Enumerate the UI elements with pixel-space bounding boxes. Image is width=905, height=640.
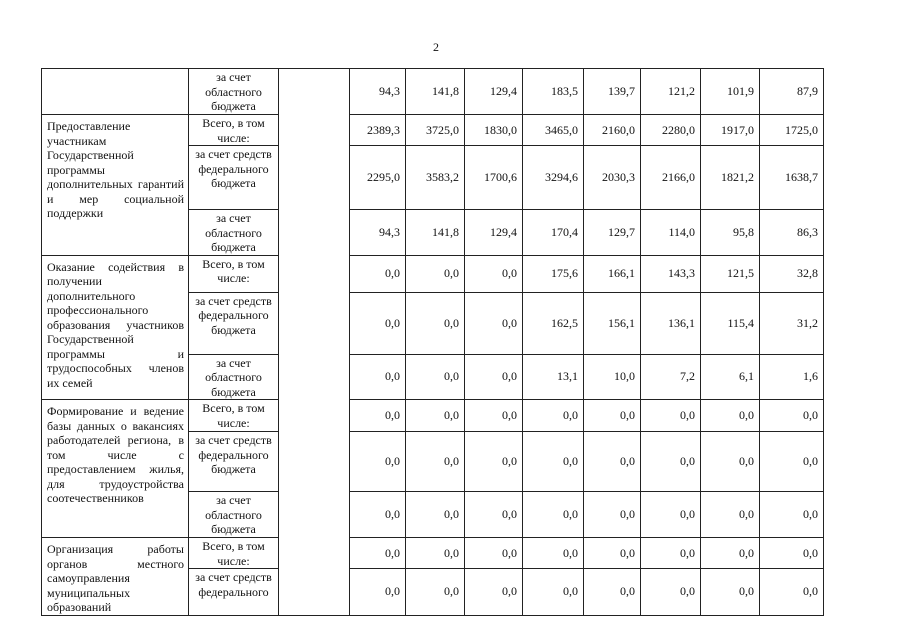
value-cell: 0,0 bbox=[406, 400, 465, 432]
value-cell: 3725,0 bbox=[406, 115, 465, 146]
value-cell: 0,0 bbox=[641, 400, 701, 432]
value-cell: 0,0 bbox=[701, 400, 760, 432]
value-cell: 0,0 bbox=[584, 400, 641, 432]
value-cell: 0,0 bbox=[406, 432, 465, 492]
value-cell: 1821,2 bbox=[701, 146, 760, 210]
value-cell: 139,7 bbox=[584, 69, 641, 115]
value-cell: 129,4 bbox=[465, 210, 523, 256]
value-cell: 0,0 bbox=[641, 432, 701, 492]
measure-name-cell bbox=[42, 69, 189, 115]
value-cell: 0,0 bbox=[465, 432, 523, 492]
value-cell: 0,0 bbox=[465, 492, 523, 538]
value-cell: 0,0 bbox=[701, 538, 760, 569]
value-cell: 31,2 bbox=[760, 292, 824, 354]
value-cell: 1,6 bbox=[760, 354, 824, 400]
measure-name-cell: Формирование и ведение базы данных о вакансиях работодателей региона, в том числе с предоставлением жилья, для трудоустройства соотечественников bbox=[42, 400, 189, 538]
value-cell: 156,1 bbox=[584, 292, 641, 354]
funding-source-cell: Всего, в том числе: bbox=[189, 255, 279, 292]
value-cell: 0,0 bbox=[465, 292, 523, 354]
value-cell: 0,0 bbox=[584, 432, 641, 492]
value-cell: 141,8 bbox=[406, 69, 465, 115]
value-cell: 3294,6 bbox=[523, 146, 584, 210]
value-cell: 0,0 bbox=[465, 538, 523, 569]
value-cell: 0,0 bbox=[350, 492, 406, 538]
value-cell: 129,4 bbox=[465, 69, 523, 115]
value-cell: 0,0 bbox=[523, 400, 584, 432]
value-cell: 162,5 bbox=[523, 292, 584, 354]
table-row bbox=[42, 538, 824, 569]
value-cell: 0,0 bbox=[701, 492, 760, 538]
value-cell: 0,0 bbox=[760, 432, 824, 492]
value-cell: 0,0 bbox=[465, 400, 523, 432]
value-cell: 0,0 bbox=[701, 432, 760, 492]
value-cell: 0,0 bbox=[523, 432, 584, 492]
value-cell: 129,7 bbox=[584, 210, 641, 256]
value-cell: 0,0 bbox=[641, 492, 701, 538]
value-cell: 0,0 bbox=[760, 400, 824, 432]
value-cell: 87,9 bbox=[760, 69, 824, 115]
value-cell: 121,2 bbox=[641, 69, 701, 115]
value-cell: 1917,0 bbox=[701, 115, 760, 146]
value-cell: 94,3 bbox=[350, 210, 406, 256]
funding-source-cell: за счет средств федерального бюджета bbox=[189, 432, 279, 492]
value-cell: 0,0 bbox=[465, 354, 523, 400]
value-cell: 0,0 bbox=[406, 492, 465, 538]
value-cell: 94,3 bbox=[350, 69, 406, 115]
value-cell: 32,8 bbox=[760, 255, 824, 292]
value-cell: 0,0 bbox=[523, 492, 584, 538]
value-cell: 115,4 bbox=[701, 292, 760, 354]
value-cell: 114,0 bbox=[641, 210, 701, 256]
value-cell: 143,3 bbox=[641, 255, 701, 292]
funding-source-cell: за счет средств федерального бюджета bbox=[189, 292, 279, 354]
value-cell: 0,0 bbox=[350, 354, 406, 400]
value-cell: 0,0 bbox=[523, 538, 584, 569]
value-cell: 0,0 bbox=[406, 255, 465, 292]
value-cell: 2280,0 bbox=[641, 115, 701, 146]
value-cell: 6,1 bbox=[701, 354, 760, 400]
value-cell: 2389,3 bbox=[350, 115, 406, 146]
funding-source-cell: за счет средств федерального bbox=[189, 569, 279, 615]
value-cell: 0,0 bbox=[406, 538, 465, 569]
value-cell: 121,5 bbox=[701, 255, 760, 292]
value-cell: 0,0 bbox=[523, 569, 584, 615]
funding-source-cell: Всего, в том числе: bbox=[189, 115, 279, 146]
value-cell: 166,1 bbox=[584, 255, 641, 292]
table-row bbox=[42, 69, 824, 115]
value-cell: 175,6 bbox=[523, 255, 584, 292]
value-cell: 0,0 bbox=[641, 538, 701, 569]
value-cell: 0,0 bbox=[760, 538, 824, 569]
measure-name-cell: Оказание содействия в получении дополнительного профессионального образования участников Государственной программы и трудоспособных членов их семей bbox=[42, 255, 189, 400]
value-cell: 1700,6 bbox=[465, 146, 523, 210]
value-cell: 101,9 bbox=[701, 69, 760, 115]
funding-source-cell: за счет областного бюджета bbox=[189, 69, 279, 115]
value-cell: 10,0 bbox=[584, 354, 641, 400]
value-cell: 2030,3 bbox=[584, 146, 641, 210]
page-number: 2 bbox=[433, 40, 439, 54]
value-cell: 0,0 bbox=[350, 255, 406, 292]
funding-source-cell: Всего, в том числе: bbox=[189, 400, 279, 432]
funding-source-cell: Всего, в том числе: bbox=[189, 538, 279, 569]
value-cell: 0,0 bbox=[350, 538, 406, 569]
measure-name-cell: Организация работы органов местного самоуправления муниципальных образований bbox=[42, 538, 189, 616]
value-cell: 0,0 bbox=[406, 354, 465, 400]
value-cell: 0,0 bbox=[350, 292, 406, 354]
value-cell: 0,0 bbox=[350, 400, 406, 432]
value-cell: 0,0 bbox=[641, 569, 701, 615]
table-row bbox=[42, 255, 824, 292]
funding-source-cell: за счет средств федерального бюджета bbox=[189, 146, 279, 210]
value-cell: 7,2 bbox=[641, 354, 701, 400]
value-cell: 0,0 bbox=[701, 569, 760, 615]
value-cell: 0,0 bbox=[465, 569, 523, 615]
value-cell: 170,4 bbox=[523, 210, 584, 256]
value-cell: 1830,0 bbox=[465, 115, 523, 146]
value-cell: 0,0 bbox=[406, 292, 465, 354]
value-cell: 136,1 bbox=[641, 292, 701, 354]
value-cell: 183,5 bbox=[523, 69, 584, 115]
value-cell: 2160,0 bbox=[584, 115, 641, 146]
value-cell: 0,0 bbox=[406, 569, 465, 615]
value-cell: 3465,0 bbox=[523, 115, 584, 146]
budget-table bbox=[41, 68, 824, 616]
value-cell: 0,0 bbox=[350, 432, 406, 492]
value-cell: 0,0 bbox=[584, 538, 641, 569]
value-cell: 0,0 bbox=[760, 492, 824, 538]
value-cell: 1725,0 bbox=[760, 115, 824, 146]
value-cell: 1638,7 bbox=[760, 146, 824, 210]
table-body bbox=[42, 69, 824, 616]
value-cell: 3583,2 bbox=[406, 146, 465, 210]
funding-source-cell: за счет областного бюджета bbox=[189, 354, 279, 400]
measure-name-cell: Предоставление участникам Государственной программы дополнительных гарантий и мер социальной поддержки bbox=[42, 115, 189, 256]
value-cell: 2166,0 bbox=[641, 146, 701, 210]
table-row bbox=[42, 115, 824, 146]
table-row bbox=[42, 400, 824, 432]
value-cell: 0,0 bbox=[760, 569, 824, 615]
funding-source-cell: за счет областного бюджета bbox=[189, 492, 279, 538]
value-cell: 141,8 bbox=[406, 210, 465, 256]
funding-source-cell: за счет областного бюджета bbox=[189, 210, 279, 256]
value-cell: 0,0 bbox=[350, 569, 406, 615]
value-cell: 13,1 bbox=[523, 354, 584, 400]
value-cell: 86,3 bbox=[760, 210, 824, 256]
value-cell: 2295,0 bbox=[350, 146, 406, 210]
value-cell: 95,8 bbox=[701, 210, 760, 256]
value-cell: 0,0 bbox=[465, 255, 523, 292]
value-cell: 0,0 bbox=[584, 492, 641, 538]
value-cell: 0,0 bbox=[584, 569, 641, 615]
blank-cell bbox=[279, 69, 350, 616]
